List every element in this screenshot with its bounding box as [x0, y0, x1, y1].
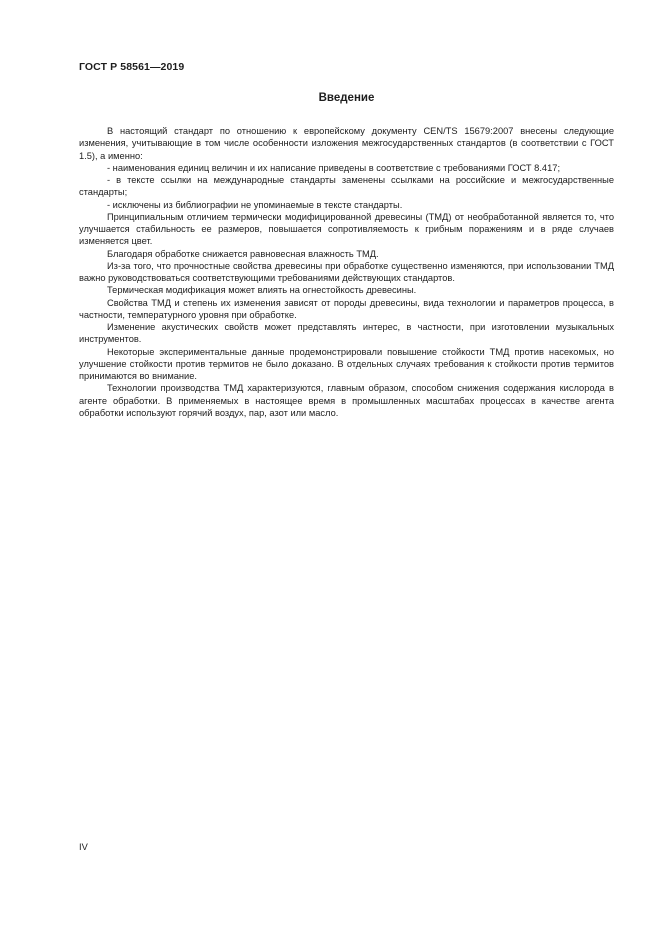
paragraph: Из-за того, что прочностные свойства древесины при обработке существенно изменяются, при использовании ТМД важно руководствоваться соответствующими требованиями действующих стандартов.: [79, 260, 614, 283]
introduction-body: [79, 125, 614, 419]
paragraph: Принципиальным отличием термически модифицированной древесины (ТМД) от необработанной является то, что улучшается стабильность ее размеров, повышается сопротивляемость к грибным поражениям и в ряде случаев изменяется цвет.: [79, 211, 614, 247]
paragraph: Некоторые экспериментальные данные продемонстрировали повышение стойкости ТМД против насекомых, но улучшение стойкости против термитов не было доказано. В отдельных случаях требования к стойкости против термитов принимаются во внимание.: [79, 346, 614, 381]
paragraph: Свойства ТМД и степень их изменения зависят от породы древесины, вида технологии и параметров процесса, в частности, температурного уровня при обработке.: [79, 297, 614, 320]
page-number: IV: [79, 842, 88, 852]
paragraph-list-item: - наименования единиц величин и их написание приведены в соответствие с требованиями ГОСТ 8.417;: [107, 162, 561, 173]
paragraph: Технологии производства ТМД характеризуются, главным образом, способом снижения содержания кислорода в агенте обработки. В применяемых в настоящее время в промышленных масштабах процессах в качестве агента обработки используют горячий воздух, пар, азот или масло.: [79, 383, 614, 418]
paragraph-intro: В настоящий стандарт по отношению к европейскому документу CEN/TS 15679:2007 внесены следующие изменения, учитывающие в том числе особенности изложения межгосударственных стандартов (в соответствии с ГОСТ 1.5), а именно:: [79, 126, 614, 161]
paragraph: Изменение акустических свойств может представлять интерес, в частности, при изготовлении музыкальных инструментов.: [79, 322, 614, 345]
section-title: Введение: [318, 92, 375, 104]
paragraph-list-item: - исключены из библиографии не упоминаемые в тексте стандарты.: [107, 199, 403, 210]
paragraph-list-item: - в тексте ссылки на международные стандарты заменены ссылками на российские и межгосударственные стандарты;: [79, 175, 614, 198]
document-code: ГОСТ Р 58561—2019: [79, 61, 185, 73]
paragraph: Благодаря обработке снижается равновесная влажность ТМД.: [107, 248, 379, 259]
paragraph: Термическая модификация может влиять на огнестойкость древесины.: [107, 285, 417, 296]
